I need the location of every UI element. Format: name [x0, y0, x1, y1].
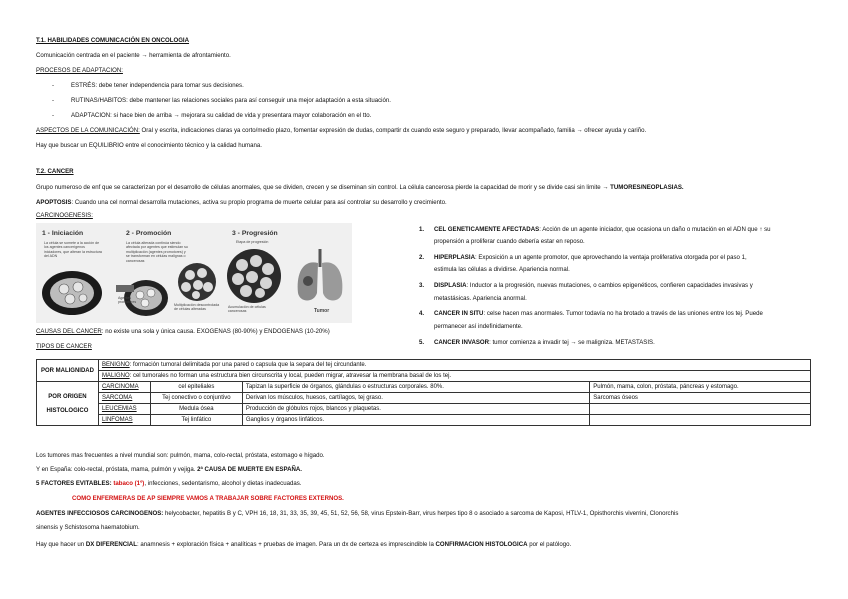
agentes-heading: AGENTES INFECCIOSOS CARCINOGENOS: [36, 510, 164, 517]
list-item-5 [434, 339, 824, 347]
table-row [37, 360, 811, 371]
espana-bold: 2ª CAUSA DE MUERTE EN ESPAÑA. [197, 466, 302, 473]
stage1-title: 1 - Iniciación [42, 230, 84, 237]
bullet-dash: - [52, 97, 55, 104]
apoptosis-line [36, 199, 447, 207]
bullet-estres: ESTRÉS: debe tener independencia para tomar sus decisiones. [71, 82, 244, 89]
type-tissue: Tej linfático [150, 415, 242, 426]
type-description: Tapizan la superficie de órganos, glándulas o estructuras corporales. 80%. [242, 382, 589, 393]
type-examples: Pulmón, mama, colon, próstata, páncreas y estomago. [590, 382, 811, 393]
list-item-3 [434, 282, 824, 290]
list-number: 3. [419, 282, 425, 289]
factores-line [36, 480, 302, 488]
type-name: LINFOMAS [98, 415, 150, 426]
maligno-heading: MALIGNO [101, 373, 130, 379]
list-item-text: : tumor comienza a invadir tej → se maligniza. METASTASIS. [489, 339, 655, 346]
bullet-rutinas: RUTINAS/HABITOS: debe mantener las relaciones sociales para así conseguir una mejor adaptación a esta situación. [71, 97, 391, 104]
list-item-text: : Exposición a un agente promotor, que aprovechando la ventaja proliferativa otorgada por el paso 1, [474, 254, 747, 261]
type-description: Ganglios y órganos linfáticos. [242, 415, 589, 426]
apoptosis-heading: APOPTOSIS [36, 199, 72, 206]
equilibrio-line: Hay que buscar un EQUILIBRIO entre el conocimiento técnico y la calidad humana. [36, 142, 262, 149]
type-name: SARCOMA [98, 393, 150, 404]
list-item-1 [434, 226, 824, 234]
tipos-heading: TIPOS DE CANCER [36, 343, 92, 350]
list-item-2-cont: estimula las células a dividirse. Apariencia normal. [434, 266, 570, 273]
dx-line [36, 541, 571, 549]
dx-text-c: : anamnesis + exploración física + analíticas + pruebas de imagen. Para un dx de certeza es imprescindible la [136, 541, 436, 548]
espana-text: Y en España: colo-rectal, próstata, mama, pulmón y vejiga. [36, 466, 198, 473]
type-tissue: Medula ósea [150, 404, 242, 415]
arrow-bar [116, 285, 134, 292]
grupo-text: Grupo numeroso de enf que se caracterizan por el desarrollo de células anormales, que se dividen, crecen y se diseminan sin control. La célula cancerosa pierde la capacidad de morir y se divide casi sin limite → [36, 184, 611, 191]
type-examples: Sarcomas óseos [590, 393, 811, 404]
grupo-line [36, 184, 684, 192]
bullet-adaptacion: ADAPTACION: si hace bien de arriba → mejorara su calidad de vida y presentara mayor colaboración en el tto. [71, 112, 372, 119]
list-item-heading: CEL GENETICAMENTE AFECTADAS [434, 226, 540, 233]
dx-text-a: Hay que hacer un [36, 541, 86, 548]
aspectos-line [36, 127, 646, 135]
agentes-text: helycobacter, hepatitis B y C, VPH 16, 18, 31, 33, 35, 39, 45, 51, 52, 56, 58, virus Epstein-Barr, virus herpes tipo 8 o asociado a sarcoma de Kaposi, HTLV-1, Opisthorchis viverrini, Clonorchis [163, 510, 679, 517]
benigno-text: : formación tumoral delimitada por una pared o capsula que la separa del tej circundante. [129, 362, 367, 368]
stage1-cell-image [40, 269, 106, 317]
stage1-text: La célula se somete a la acción de los agentes cancerígenos iniciadores, que alteran la estructura del ADN [44, 241, 102, 259]
causas-text: : no existe una sola y única causa. EXOGENAS (80-90%) y ENDOGENAS (10-20%) [101, 328, 330, 335]
cancer-types-table [36, 359, 811, 426]
bullet-dash: - [52, 82, 55, 89]
stage3-subtitle: Etapa de progresión [236, 240, 269, 244]
section1-title: T.1. HABILIDADES COMUNICACIÓN EN ONCOLOGIA [36, 37, 190, 44]
stage2-text: La célula alterada continúa siendo afectada por agentes que estimulan su multiplicación (agentes promotores) y se transforman en células malignas o cancerosas [126, 241, 188, 263]
list-item-text: : celse hacen mas anormales. Tumor todavía no ha brotado a través de las uniones entre los tej. Puede [483, 310, 763, 317]
agentes-cont-line: sinensis y Schistosoma haematobium. [36, 524, 140, 531]
bullet-dash: - [52, 112, 55, 119]
row-header-origen: POR ORIGEN HISTOLOGICO [37, 382, 99, 426]
causas-heading: CAUSAS DEL CANCER [36, 328, 102, 335]
label-multiplicacion: Multiplicación descontrolada de células alteradas [174, 303, 220, 312]
table-row [37, 404, 811, 415]
list-number: 1. [419, 226, 425, 233]
type-name: CARCINOMA [98, 382, 150, 393]
grupo-bold: TUMORES/NEOPLASIAS. [610, 184, 684, 191]
espana-line [36, 466, 302, 474]
maligno-cell [98, 371, 810, 382]
carcinogenesis-heading: CARCINOGENESIS: [36, 212, 93, 219]
type-name: LEUCEMIAS [98, 404, 150, 415]
list-item-1-cont: propensión a proliferar cuando debería estar en reposo. [434, 238, 585, 245]
factores-tabaco: tabaco (1º) [111, 480, 145, 487]
benigno-heading: BENIGNO [101, 362, 130, 368]
dx-confirmacion: CONFIRMACION HISTOLOGICA [435, 541, 528, 548]
aspectos-heading: ASPECTOS DE LA COMUNICACIÓN: [36, 127, 140, 134]
label-agentes-promotores: Agentes promotores [118, 296, 137, 305]
type-tissue: Tej conectivo o conjuntivo [150, 393, 242, 404]
type-examples [590, 404, 811, 415]
benigno-cell [98, 360, 810, 371]
label-tumor: Tumor [314, 308, 330, 314]
dx-text-e: por el patólogo. [527, 541, 572, 548]
apoptosis-text: : Cuando una cel normal desarrolla mutaciones, activa su propio programa de muerte celular para así controlar su desarrollo y crecimiento. [71, 199, 447, 206]
agentes-line [36, 510, 678, 518]
stage2-title: 2 - Promoción [126, 230, 172, 237]
list-item-heading: CANCER IN SITU [434, 310, 484, 317]
factores-text: , infecciones, sedentarismo, alcohol y dietas inadecuadas. [144, 480, 302, 487]
factores-heading: 5 FACTORES EVITABLES: [36, 480, 112, 487]
carcinogenesis-figure [36, 223, 352, 323]
table-row [37, 371, 811, 382]
list-item-text: : Inductor a la progresión, nuevas mutaciones, o cambios epigenéticos, confieren capacidades invasivas y [466, 282, 753, 289]
type-tissue: cel epiteliales [150, 382, 242, 393]
list-number: 2. [419, 254, 425, 261]
table-row [37, 382, 811, 393]
table-row [37, 393, 811, 404]
dx-diferencial: DX DIFERENCIAL [85, 541, 137, 548]
stage3-title: 3 - Progresión [232, 230, 278, 237]
section1-intro: Comunicación centrada en el paciente → herramienta de afrontamiento. [36, 52, 231, 59]
list-item-text: : Acción de un agente iniciador, que ocasiona un daño o mutación en el ADN que ↑ su [539, 226, 771, 233]
list-item-4 [434, 310, 824, 318]
list-item-heading: DISPLASIA [434, 282, 467, 289]
list-number: 4. [419, 310, 425, 317]
list-number: 5. [419, 339, 425, 346]
row-header-malignidad: POR MALIGNIDAD [37, 360, 99, 382]
list-item-3-cont: metastásicas. Apariencia anormal. [434, 295, 527, 302]
label-acumulacion: Acumulación de células cancerosas [228, 305, 266, 314]
causas-line [36, 328, 330, 336]
list-item-2 [434, 254, 824, 262]
procesos-heading: PROCESOS DE ADAPTACION: [36, 67, 123, 74]
list-item-heading: CANCER INVASOR [434, 339, 490, 346]
list-item-4-cont: permanecer así indefinidamente. [434, 323, 523, 330]
stage3-cluster-image [220, 247, 288, 305]
stage2-cluster-image [174, 261, 220, 303]
type-description: Derivan los músculos, huesos, cartílagos, tej graso. [242, 393, 589, 404]
type-examples [590, 415, 811, 426]
aspectos-text: Oral y escrita, indicaciones claras ya corto/medio plazo, fomentar expresión de dudas, compartir dx cuando este seguro y preparado, llevar acompañado, familia → ofrecer ayuda y cariño. [139, 127, 647, 134]
frecuentes-line: Los tumores mas frecuentes a nivel mundial son: pulmón, mama, colo-rectal, próstata, estomago e hígado. [36, 452, 325, 459]
table-row [37, 415, 811, 426]
enfermeras-ap-line: COMO ENFERMERAS DE AP SIEMPRE VAMOS A TRABAJAR SOBRE FACTORES EXTERNOS. [72, 495, 344, 502]
list-item-heading: HIPERPLASIA [434, 254, 475, 261]
section2-title: T.2. CANCER [36, 168, 74, 175]
maligno-text: : cel tumorales no forman una estructura bien circunscrita y local, pueden migrar, atravesar la membrana basal de los tej. [129, 373, 452, 379]
lungs-image [292, 245, 348, 307]
type-description: Producción de glóbulos rojos, blancos y plaquetas. [242, 404, 589, 415]
